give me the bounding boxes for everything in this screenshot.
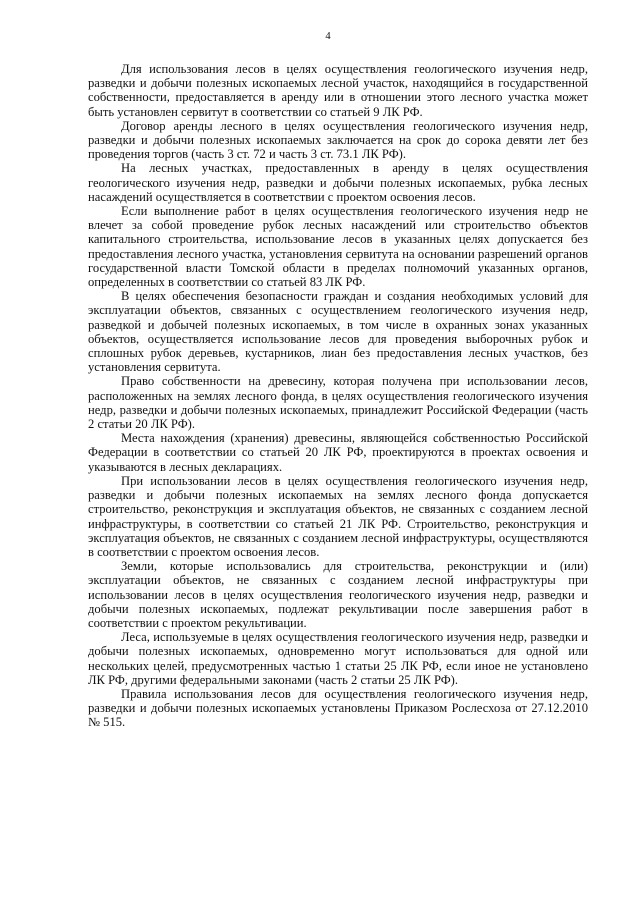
- paragraph-11: Правила использования лесов для осуществления геологического изучения недр, разведки и добычи полезных ископаемых установлены Приказом Рослесхоза от 27.12.2010 № 515.: [88, 686, 588, 730]
- paragraph-9: Земли, которые использовались для строительства, реконструкции и (или) эксплуатации объектов, не связанных с созданием лесной инфраструктуры при использовании лесов в целях осуществления геологического изучения недр, разведки и добычи полезных ископаемых, подлежат рекультивации после завершения работ в соответствии с проектом рекультивации.: [88, 559, 588, 630]
- paragraph-6: Право собственности на древесину, которая получена при использовании лесов, расположенных на землях лесного фонда, в целях осуществления геологического изучения недр, разведки и добычи полезных ископаемых, принадлежит Российской Федерации (часть 2 статьи 20 ЛК РФ).: [88, 374, 588, 432]
- paragraph-10: Леса, используемые в целях осуществления геологического изучения недр, разведки и добычи полезных ископаемых, одновременно могут использоваться для одной или нескольких целей, предусмотренных частью 1 статьи 25 ЛК РФ, если иное не установлено ЛК РФ, другими федеральными законами (часть 2 статьи 25 ЛК РФ).: [88, 630, 588, 687]
- paragraph-5: В целях обеспечения безопасности граждан и создания необходимых условий для эксплуатации объектов, связанных с осуществлением геологического изучения недр, разведкой и добычей полезных ископаемых, в том числе в охранных зонах указанных объектов, осуществляется использование лесов для проведения выборочных рубок и сплошных рубок деревьев, кустарников, лиан без предоставления лесных участков, без установления сервитута.: [88, 289, 588, 375]
- paragraph-8: При использовании лесов в целях осуществления геологического изучения недр, разведки и добычи полезных ископаемых на землях лесного фонда допускается строительство, реконструкция и эксплуатация объектов, не связанных с созданием лесной инфраструктуры, в соответствии со статьей 21 ЛК РФ. Строительство, реконструкция и эксплуатация объектов, не связанных с созданием лесной инфраструктуры, осуществляются в соответствии с проектом освоения лесов.: [88, 473, 588, 559]
- paragraph-1: Для использования лесов в целях осуществления геологического изучения недр, разведки и добычи полезных ископаемых лесной участок, находящийся в государственной собственности, предоставляется в аренду или в отношении этого лесного участка может быть установлен сервитут в соответствии со статьей 9 ЛК РФ.: [88, 62, 588, 119]
- paragraph-3: На лесных участках, предоставленных в аренду в целях осуществления геологического изучения недр, разведки и добычи полезных ископаемых, рубка лесных насаждений осуществляется в соответствии с проектом освоения лесов.: [88, 161, 588, 204]
- paragraph-7: Места нахождения (хранения) древесины, являющейся собственностью Российской Федерации в соответствии со статьей 20 ЛК РФ, проектируются в проектах освоения и указываются в лесных декларациях.: [88, 431, 588, 474]
- paragraph-4: Если выполнение работ в целях осуществления геологического изучения недр не влечет за собой проведение рубок лесных насаждений или строительство объектов капитального строительства, использование лесов в указанных целях допускается без предоставления лесного участка, установления сервитута на основании разрешений органов государственной власти Томской области в пределах полномочий указанных органов, определенных в соответствии со статьей 83 ЛК РФ.: [88, 204, 588, 290]
- page-number: 4: [325, 31, 331, 42]
- paragraph-2: Договор аренды лесного в целях осуществления геологического изучения недр, разведки и добычи полезных ископаемых заключается на срок до сорока девяти лет без проведения торгов (часть 3 ст. 72 и часть 3 ст. 73.1 ЛК РФ).: [88, 118, 588, 162]
